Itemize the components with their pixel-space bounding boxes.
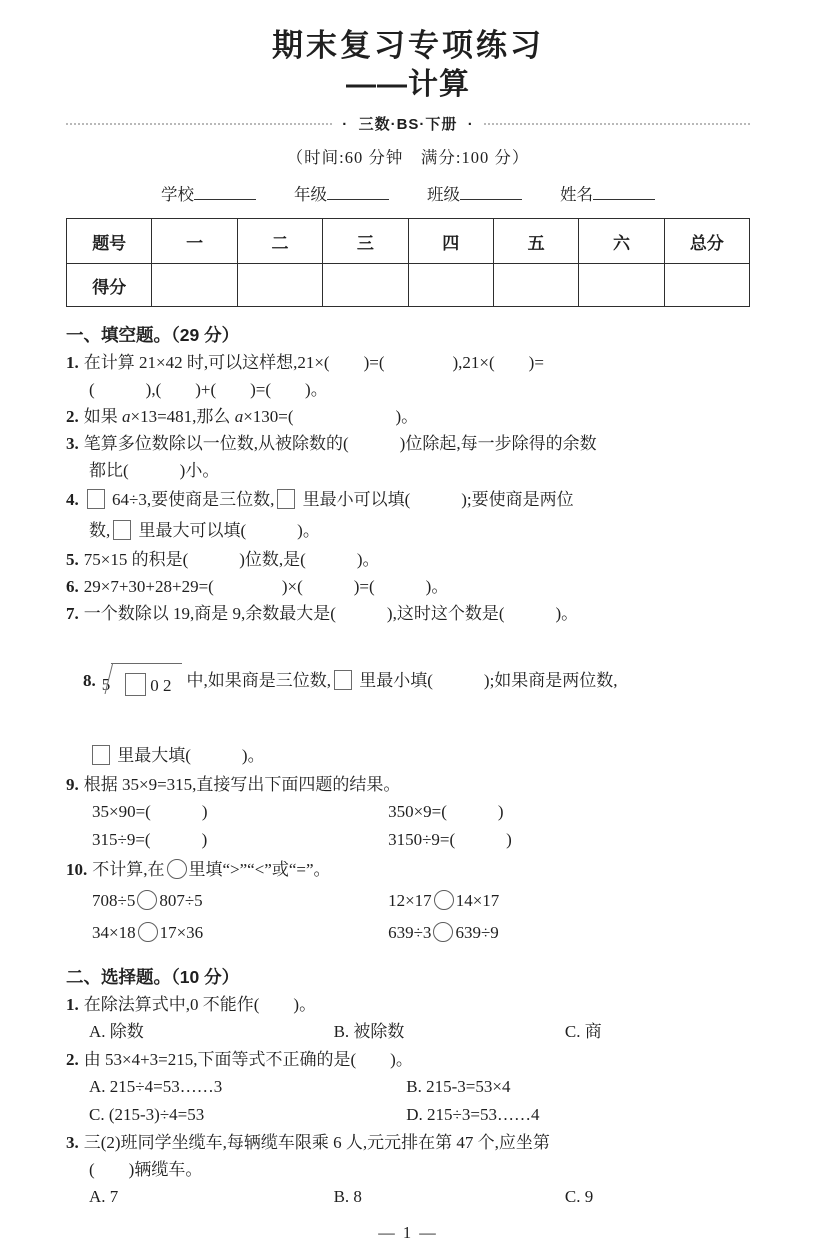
option-b: B. 8 [333, 1187, 362, 1206]
score-table-header-cell: 三 [323, 219, 408, 264]
s1-q7 [66, 600, 750, 627]
paper-title: 期末复习专项练习 [272, 28, 544, 63]
box-glyph [277, 489, 295, 509]
box-glyph [125, 673, 146, 696]
question-text: 不计算,在 里填“>”“<”或“=”。 [92, 860, 331, 879]
circle-glyph [137, 890, 157, 910]
question-number: 2. [66, 1050, 79, 1069]
s1-q10-row2 [66, 917, 750, 949]
circle-glyph [138, 922, 158, 942]
school-field [161, 181, 256, 205]
comparison-expression: 12×17 14×17 [388, 891, 500, 910]
question-number: 3. [66, 434, 79, 453]
expression-blank: 350×9=( ) [388, 802, 504, 821]
paper-subtitle: ——计算 [346, 68, 470, 101]
circle-glyph [433, 922, 453, 942]
score-row-label: 得分 [67, 264, 152, 307]
expression-blank: 315÷9=( ) [92, 830, 208, 849]
option-c: C. 商 [564, 1022, 602, 1041]
question-number: 2. [66, 407, 79, 426]
grade-blank-line [327, 185, 389, 200]
s1-q9-answers-row1 [66, 798, 750, 826]
italic-variable: a [234, 407, 244, 426]
question-number: 8. [83, 671, 96, 690]
edition-label: · 三数·BS·下册 · [342, 116, 474, 133]
edition-banner [66, 113, 750, 134]
question-text: 29×7+30+28+29=( )×( )=( )。 [83, 577, 449, 596]
question-text: 由 53×4+3=215,下面等式不正确的是( )。 [83, 1050, 413, 1069]
division-dividend-digits: 0 2 [150, 676, 172, 695]
option-c: C. 9 [564, 1187, 594, 1206]
s1-q2 [66, 403, 750, 430]
question-number: 1. [66, 353, 79, 372]
class-field [427, 181, 522, 205]
time-score-info: （时间:60 分钟 满分:100 分） [286, 148, 530, 167]
s2-q2-options-row2 [66, 1101, 750, 1129]
section1-heading: 一、填空题。（29 分） [66, 325, 240, 345]
option-a: A. 7 [89, 1187, 119, 1206]
question-text: 里最大填( )。 [89, 746, 265, 765]
page-number: — 1 — [378, 1223, 438, 1242]
s1-q3-line1 [66, 430, 750, 457]
s1-q3-line2 [66, 457, 750, 484]
s2-q3-options [66, 1183, 750, 1211]
expression-blank: 35×90=( ) [92, 802, 208, 821]
option-a: A. 除数 [89, 1022, 144, 1041]
question-text: ( )辆缆车。 [89, 1160, 203, 1179]
s1-q8-line1 [66, 627, 750, 740]
score-cell [664, 264, 749, 307]
score-table-header-cell: 一 [152, 219, 237, 264]
s2-q2 [66, 1046, 750, 1073]
question-text: 都比( )小。 [89, 461, 220, 480]
student-info-row [66, 181, 750, 205]
question-number: 5. [66, 550, 79, 569]
s1-q4-line1 [66, 484, 750, 515]
score-cell [579, 264, 664, 307]
s1-q1-line1 [66, 349, 750, 376]
question-text: 一个数除以 19,商是 9,余数最大是( ),这时这个数是( )。 [83, 604, 579, 623]
comparison-expression: 639÷3 639÷9 [388, 923, 499, 942]
s1-q10-row1 [66, 885, 750, 917]
question-text: 在除法算式中,0 不能作( )。 [83, 995, 317, 1014]
s2-q1 [66, 991, 750, 1018]
score-cell [408, 264, 493, 307]
s2-q3-line2 [66, 1156, 750, 1183]
expression-blank: 3150÷9=( ) [388, 830, 512, 849]
question-number: 9. [66, 775, 79, 794]
score-table-header-row [67, 219, 750, 264]
question-text: 64÷3,要使商是三位数, 里最小可以填( );要使商是两位 [84, 490, 574, 509]
question-number: 10. [66, 860, 88, 879]
school-blank-line [194, 185, 256, 200]
option-c: C. (215-3)÷4=53 [89, 1105, 205, 1124]
score-cell [493, 264, 578, 307]
class-blank-line [460, 185, 522, 200]
s1-q9-intro [66, 771, 750, 798]
box-glyph [334, 670, 352, 690]
s2-q2-options-row1 [66, 1073, 750, 1101]
question-text: 75×15 的积是( )位数,是( )。 [83, 550, 380, 569]
box-glyph [87, 489, 105, 509]
school-label: 学校 [161, 185, 194, 204]
score-table-corner-cell: 题号 [67, 219, 152, 264]
question-text: 中,如果商是三位数, 里最小填( );如果商是两位数, [186, 671, 618, 690]
question-text: 数, 里最大可以填( )。 [89, 521, 320, 540]
option-d: D. 215÷3=53……4 [406, 1105, 540, 1124]
question-number: 1. [66, 995, 79, 1014]
division-bracket [111, 663, 181, 704]
option-b: B. 被除数 [333, 1022, 405, 1041]
dotted-divider-right [484, 123, 750, 125]
s1-q10-intro [66, 854, 750, 885]
option-b: B. 215-3=53×4 [406, 1077, 511, 1096]
score-table-score-row [67, 264, 750, 307]
name-blank-line [593, 185, 655, 200]
question-text: 如果 a×13=481,那么 a×130=( )。 [83, 407, 419, 426]
s1-q4-line2 [66, 515, 750, 546]
long-division-expression [102, 663, 182, 704]
box-glyph [113, 520, 131, 540]
circle-glyph [167, 859, 187, 879]
question-text: ( ),( )+( )=( )。 [89, 380, 328, 399]
score-table [66, 218, 750, 307]
name-label: 姓名 [560, 185, 593, 204]
score-table-header-cell: 二 [237, 219, 322, 264]
comparison-expression: 34×18 17×36 [92, 923, 204, 942]
comparison-expression: 708÷5 807÷5 [92, 891, 203, 910]
option-a: A. 215÷4=53……3 [89, 1077, 223, 1096]
s1-q5 [66, 546, 750, 573]
score-table-header-cell: 六 [579, 219, 664, 264]
score-table-header-cell: 总分 [664, 219, 749, 264]
question-text: 在计算 21×42 时,可以这样想,21×( )=( ),21×( )= [83, 353, 544, 372]
score-table-header-cell: 四 [408, 219, 493, 264]
s1-q1-line2 [66, 376, 750, 403]
question-text: 三(2)班同学坐缆车,每辆缆车限乘 6 人,元元排在第 47 个,应坐第 [83, 1133, 550, 1152]
question-number: 7. [66, 604, 79, 623]
box-glyph [92, 745, 110, 765]
score-cell [152, 264, 237, 307]
dotted-divider-left [66, 123, 332, 125]
s2-q3-line1 [66, 1129, 750, 1156]
grade-label: 年级 [294, 185, 327, 204]
grade-field [294, 181, 389, 205]
s1-q6 [66, 573, 750, 600]
s2-q1-options [66, 1018, 750, 1046]
score-table-header-cell: 五 [493, 219, 578, 264]
section2-heading: 二、选择题。（10 分） [66, 967, 240, 987]
italic-variable: a [122, 407, 131, 426]
s1-q9-answers-row2 [66, 826, 750, 854]
question-text: 根据 35×9=315,直接写出下面四题的结果。 [83, 775, 401, 794]
question-text: 笔算多位数除以一位数,从被除数的( )位除起,每一步除得的余数 [83, 434, 597, 453]
score-cell [237, 264, 322, 307]
name-field [560, 181, 655, 205]
division-divisor: 5 [101, 675, 111, 694]
class-label: 班级 [427, 185, 460, 204]
question-number: 4. [66, 490, 79, 509]
circle-glyph [434, 890, 454, 910]
score-cell [323, 264, 408, 307]
question-number: 6. [66, 577, 79, 596]
s1-q8-line2 [66, 740, 750, 771]
question-number: 3. [66, 1133, 79, 1152]
